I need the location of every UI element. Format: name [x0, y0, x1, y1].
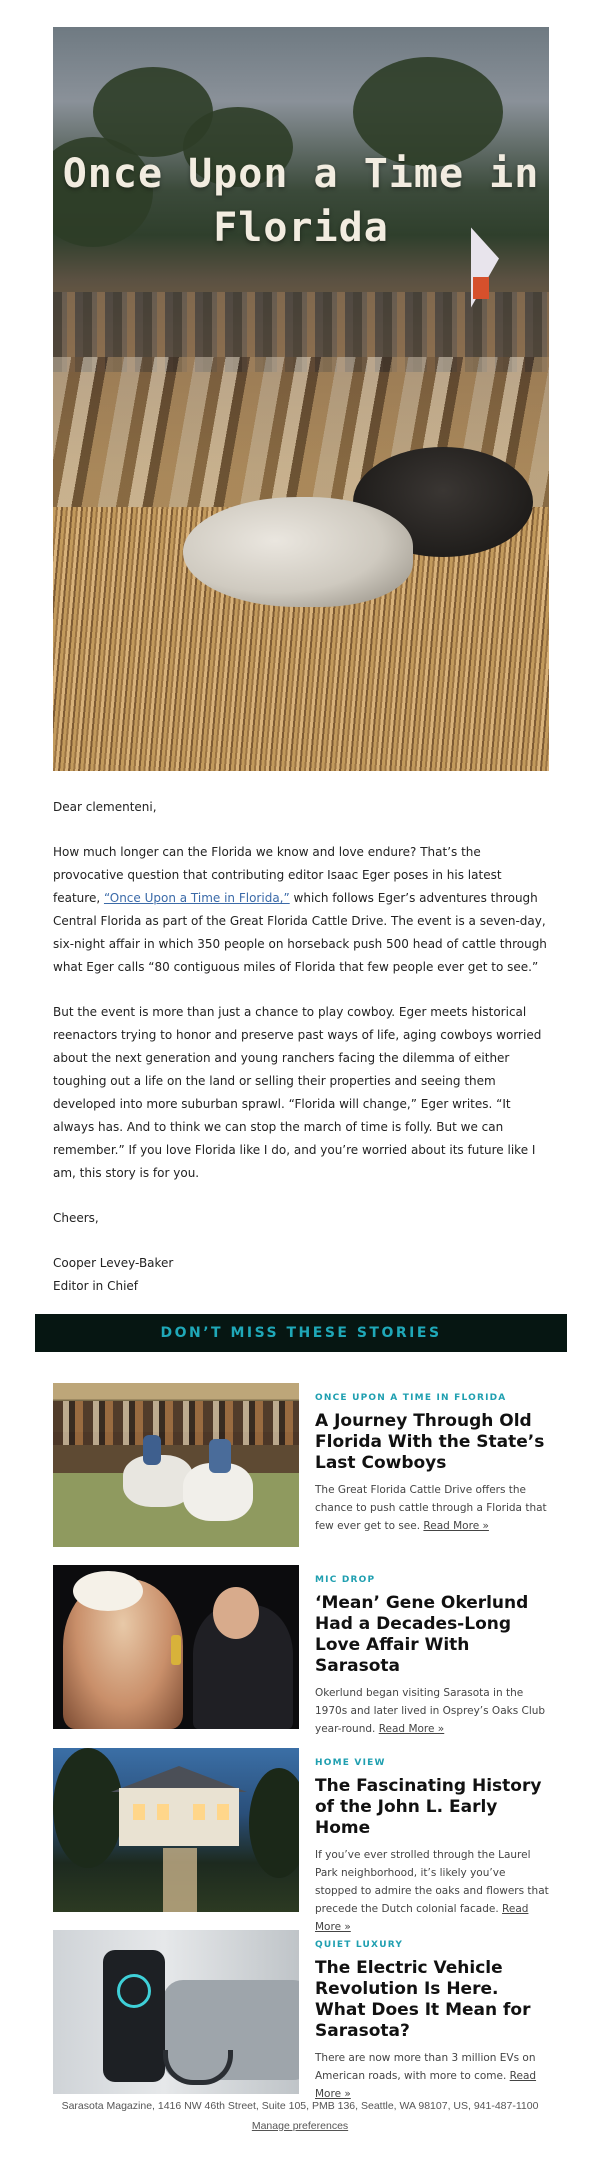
hero-title: Once Upon a Time in Florida — [62, 151, 540, 251]
story-kicker: MIC DROP — [315, 1575, 376, 1585]
story-thumbnail[interactable] — [53, 1748, 299, 1912]
letter-paragraph-2: But the event is more than just a chance to play cowboy. Eger meets historical reenactors trying to honor and preserve past ways of life, aging cowboys worried about the next generation and young ranchers facing the dilemma of either toughing out a life on the land or selling their properties and seeing them developed into more suburban sprawl. “Florida will change,” Eger writes. “It always has. And to think we can stop the march of time is folly. But we can remember.” If you love Florida like I do, and you’re worried about its future like I am, this story is for you. — [53, 1005, 542, 1180]
signature-block — [53, 1252, 549, 1298]
story-dek — [315, 1481, 549, 1535]
paragraph-text: How much longer can the Florida we know and love endure? That’s the provocative question that contributing editor Isaac Eger poses in his latest feature, — [53, 845, 502, 905]
ev-charger-shape — [103, 1950, 165, 2082]
dek-text: Okerlund began visiting Sarasota in the 1970s and later lived in Osprey’s Oaks Club year-round. — [315, 1687, 546, 1735]
story-thumbnail[interactable] — [53, 1383, 299, 1547]
read-more-link[interactable]: Read More » — [315, 1903, 529, 1933]
feature-link[interactable]: “Once Upon a Time in Florida,” — [103, 891, 290, 905]
story-headline[interactable]: ‘Mean’ Gene Okerlund Had a Decades-Long Love Affair With Sarasota — [315, 1593, 529, 1676]
story-text — [315, 1393, 549, 1535]
hero-image[interactable] — [53, 27, 549, 771]
manage-preferences-link[interactable]: Manage preferences — [251, 2120, 349, 2132]
window-shape — [217, 1804, 229, 1820]
hair-shape — [73, 1571, 143, 1611]
dek-text: The Great Florida Cattle Drive offers the chance to push cattle through a Florida that few ever get to see. — [315, 1484, 547, 1532]
greeting: Dear clementeni, — [53, 800, 157, 814]
editor-letter — [53, 796, 549, 1298]
story-dek — [315, 2049, 549, 2103]
story-card[interactable] — [53, 1748, 549, 1933]
paragraph-text: which follows Eger’s adventures through Central Florida as part of the Great Florida Cattle Drive. The event is a seven-day, six-night affair in which 350 people on horseback push 500 head of cattle through what Eger calls “80 contiguous miles of Florida that few people ever get to see.” — [53, 891, 547, 974]
flag-stripe — [473, 277, 489, 299]
window-shape — [157, 1804, 169, 1820]
face-shape — [213, 1587, 259, 1639]
white-bull — [183, 497, 413, 607]
story-headline[interactable]: The Fascinating History of the John L. Early Home — [315, 1776, 542, 1838]
story-thumbnail[interactable] — [53, 1930, 299, 2094]
story-text — [315, 1758, 549, 1936]
story-card[interactable] — [53, 1930, 549, 2100]
editor-role: Editor in Chief — [53, 1279, 139, 1293]
signoff: Cheers, — [53, 1211, 99, 1225]
section-banner: DON’T MISS THESE STORIES — [35, 1314, 567, 1352]
editor-name: Cooper Levey-Baker — [53, 1256, 174, 1270]
story-card[interactable] — [53, 1565, 549, 1735]
rider-shape — [143, 1435, 161, 1465]
letter-paragraph-1 — [53, 841, 549, 979]
story-text — [315, 1940, 549, 2103]
walkway-shape — [163, 1848, 197, 1912]
window-shape — [133, 1804, 145, 1820]
story-kicker: HOME VIEW — [315, 1758, 386, 1768]
window-shape — [193, 1804, 205, 1820]
story-kicker: QUIET LUXURY — [315, 1940, 404, 1950]
story-headline[interactable]: The Electric Vehicle Revolution Is Here. What Does It Mean for Sarasota? — [315, 1958, 531, 2041]
story-dek — [315, 1684, 549, 1738]
story-headline[interactable]: A Journey Through Old Florida With the State’s Last Cowboys — [315, 1411, 545, 1473]
microphone-icon — [171, 1635, 181, 1665]
cattle-shape — [53, 1401, 299, 1445]
tree-shape — [249, 1768, 299, 1878]
read-more-link[interactable]: Read More » — [315, 2070, 537, 2100]
read-more-link[interactable]: Read More » — [423, 1520, 489, 1532]
dek-text: If you’ve ever strolled through the Laurel Park neighborhood, it’s likely you’ve stopped to admire the oaks and flowers that precede the Dutch colonial facade. — [315, 1849, 549, 1915]
story-kicker: ONCE UPON A TIME IN FLORIDA — [315, 1393, 507, 1403]
footer — [0, 2096, 600, 2136]
dek-text: There are now more than 3 million EVs on American roads, with more to come. — [315, 2052, 536, 2082]
story-thumbnail[interactable] — [53, 1565, 299, 1729]
story-dek — [315, 1846, 549, 1936]
story-text — [315, 1575, 549, 1738]
read-more-link[interactable]: Read More » — [378, 1723, 445, 1735]
rider-shape — [209, 1439, 231, 1473]
story-card[interactable] — [53, 1383, 549, 1547]
footer-address: Sarasota Magazine, 1416 NW 46th Street, Suite 105, PMB 136, Seattle, WA 98107, US, 941-487-1100 — [61, 2100, 539, 2112]
charging-ring-icon — [117, 1974, 151, 2008]
